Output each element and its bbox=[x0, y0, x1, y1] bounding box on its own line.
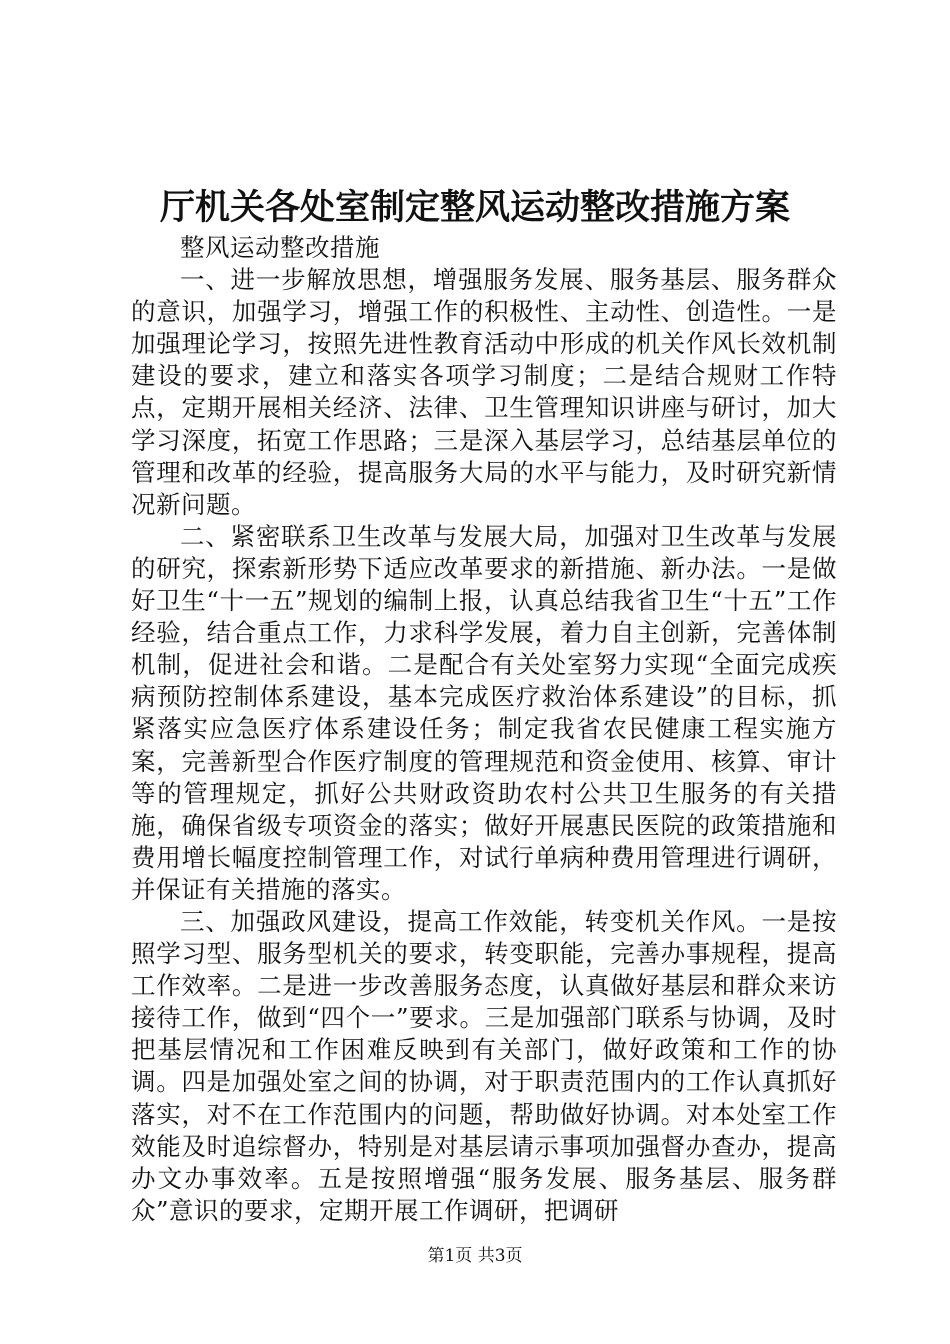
paragraph-2: 二、紧密联系卫生改革与发展大局，加强对卫生改革与发展的研究，探索新形势下适应改革要求的新措施、新办法。一是做好卫生“十一五”规划的编制上报，认真总结我省卫生“十五”工作经验，结合重点工作，力求科学发展，着力自主创新，完善体制机制，促进社会和谐。二是配合有关处室努力实现“全面完成疾病预防控制体系建设，基本完成医疗救治体系建设”的目标，抓紧落实应急医疗体系建设任务；制定我省农民健康工程实施方案，完善新型合作医疗制度的管理规范和资金使用、核算、审计等的管理规定，抓好公共财政资助农村公共卫生服务的有关措施，确保省级专项资金的落实；做好开展惠民医院的政策措施和费用增长幅度控制管理工作，对试行单病种费用管理进行调研，并保证有关措施的落实。 bbox=[131, 521, 837, 904]
paragraph-3: 三、加强政风建设，提高工作效能，转变机关作风。一是按照学习型、服务型机关的要求，转变职能，完善办事规程，提高工作效率。二是进一步改善服务态度，认真做好基层和群众来访接待工作，做到“四个一”要求。三是加强部门联系与协调，及时把基层情况和工作困难反映到有关部门，做好政策和工作的协调。四是加强处室之间的协调，对于职责范围内的工作认真抓好落实，对不在工作范围内的问题，帮助做好协调。对本处室工作效能及时追综督办，特别是对基层请示事项加强督办查办，提高办文办事效率。五是按照增强“服务发展、服务基层、服务群众”意识的要求，定期开展工作调研，把调研 bbox=[131, 906, 837, 1225]
page-number-footer: 第1页 共3页 bbox=[427, 1246, 523, 1266]
document-title: 厅机关各处室制定整风运动整改措施方案 bbox=[159, 187, 790, 228]
document-body bbox=[131, 232, 837, 1227]
section-subheading: 整风运动整改措施 bbox=[180, 233, 380, 262]
paragraph-1: 一、进一步解放思想，增强服务发展、服务基层、服务群众的意识，加强学习，增强工作的积极性、主动性、创造性。一是加强理论学习，按照先进性教育活动中形成的机关作风长效机制建设的要求，建立和落实各项学习制度；二是结合规财工作特点，定期开展相关经济、法律、卫生管理知识讲座与研讨，加大学习深度，拓宽工作思路；三是深入基层学习，总结基层单位的管理和改革的经验，提高服务大局的水平与能力，及时研究新情况新问题。 bbox=[131, 265, 837, 519]
